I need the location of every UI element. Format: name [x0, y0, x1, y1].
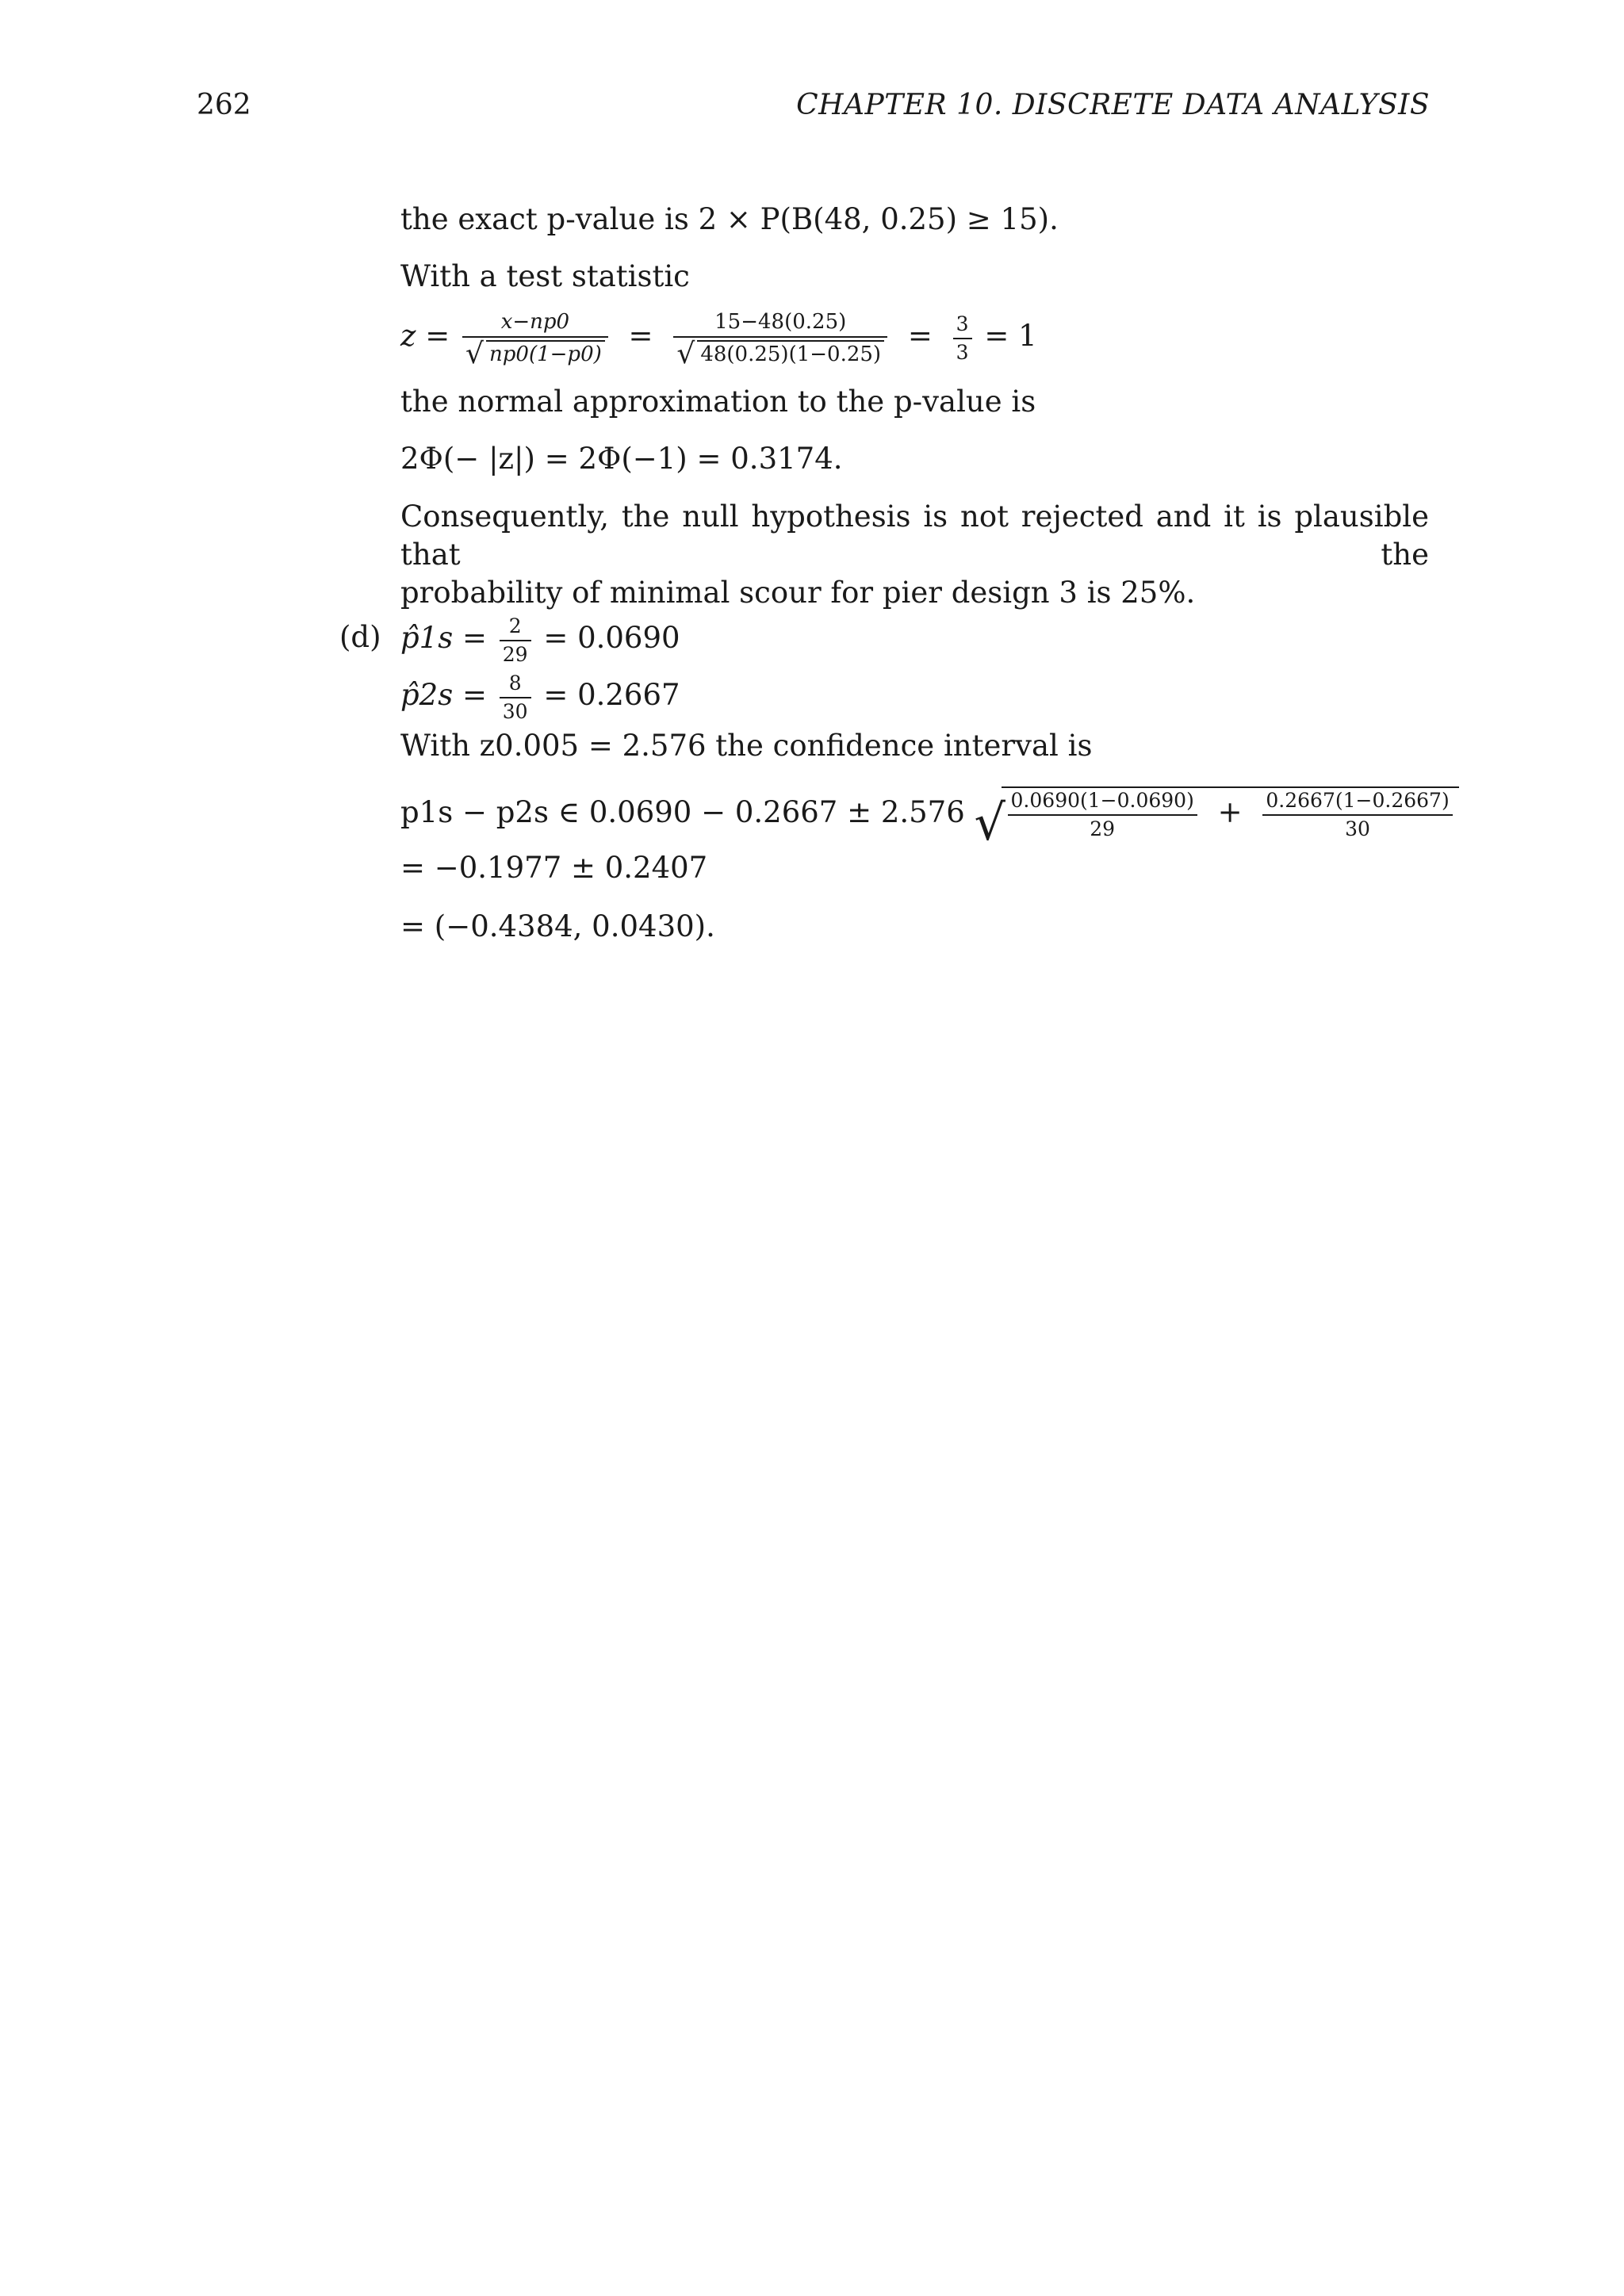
ci-sqrt: [974, 786, 1459, 851]
ci-fraction-1: [1008, 790, 1197, 840]
z-eq: =: [628, 319, 653, 354]
z-fraction-simplified: [953, 313, 972, 363]
test-statistic-intro: With a test statistic: [400, 259, 690, 293]
confidence-interval-formula: [400, 786, 1459, 851]
exact-p-value-line: the exact p-value is 2 × P(B(48, 0.25) ≥ 15).: [400, 202, 1059, 236]
ci-frac2-numerator: 0.2667(1−0.2667): [1262, 790, 1452, 816]
sqrt-symbol: √: [676, 338, 695, 371]
p2s-value: = 0.2667: [543, 678, 680, 712]
p2s-numerator: 8: [500, 672, 531, 698]
z-lhs: z =: [400, 319, 450, 354]
normal-approx-intro: the normal approximation to the p-value is: [400, 385, 1036, 419]
p2s-fraction: [500, 672, 531, 722]
p1s-value: = 0.0690: [543, 621, 680, 655]
ci-plus: +: [1217, 795, 1243, 829]
z-frac3-denominator: 3: [956, 340, 969, 364]
page-number: 262: [197, 89, 251, 121]
z-formula: [400, 310, 1037, 371]
z-fraction-numeric: [673, 310, 887, 371]
p1s-lhs: p̂1s =: [400, 621, 487, 655]
p1s-numerator: 2: [500, 615, 531, 641]
z-frac1-denominator: np0(1−p0): [486, 340, 605, 366]
ci-frac2-denominator: 30: [1345, 817, 1370, 840]
conclusion-line-1: Consequently, the null hypothesis is not rejected and it is plausible that the: [400, 499, 1429, 572]
z-frac3-numerator: 3: [953, 313, 972, 339]
z-fraction-general: [462, 310, 608, 371]
ci-frac1-numerator: 0.0690(1−0.0690): [1008, 790, 1197, 816]
z-frac1-numerator: x−np0: [462, 311, 608, 338]
p2s-line: [400, 672, 680, 722]
ci-lhs: p1s − p2s ∈ 0.0690 − 0.2667 ± 2.576: [400, 795, 965, 829]
p2s-denominator: 30: [502, 699, 528, 723]
z-result: = 1: [984, 319, 1037, 354]
ci-step-2: = −0.1977 ± 0.2407: [400, 851, 708, 885]
sqrt-symbol: √: [974, 794, 1006, 851]
conclusion-paragraph: [400, 498, 1429, 612]
ci-frac1-denominator: 29: [1090, 817, 1116, 840]
z-eq2: =: [907, 319, 933, 354]
z-frac2-numerator: 15−48(0.25): [673, 311, 887, 338]
part-d-label: (d): [339, 620, 381, 654]
ci-step-3: = (−0.4384, 0.0430).: [400, 909, 715, 943]
p1s-line: [400, 615, 680, 665]
running-head: CHAPTER 10. DISCRETE DATA ANALYSIS: [796, 89, 1430, 121]
p1s-denominator: 29: [502, 642, 528, 666]
normal-approx-value: 2Φ(− |z|) = 2Φ(−1) = 0.3174.: [400, 442, 843, 476]
p1s-fraction: [500, 615, 531, 665]
z-frac2-denominator: 48(0.25)(1−0.25): [697, 340, 884, 366]
ci-fraction-2: [1262, 790, 1452, 840]
p2s-lhs: p̂2s =: [400, 678, 487, 712]
sqrt-symbol: √: [465, 338, 484, 371]
conclusion-line-2: probability of minimal scour for pier design 3 is 25%.: [400, 576, 1196, 610]
critical-value-line: With z0.005 = 2.576 the confidence interval is: [400, 729, 1093, 763]
